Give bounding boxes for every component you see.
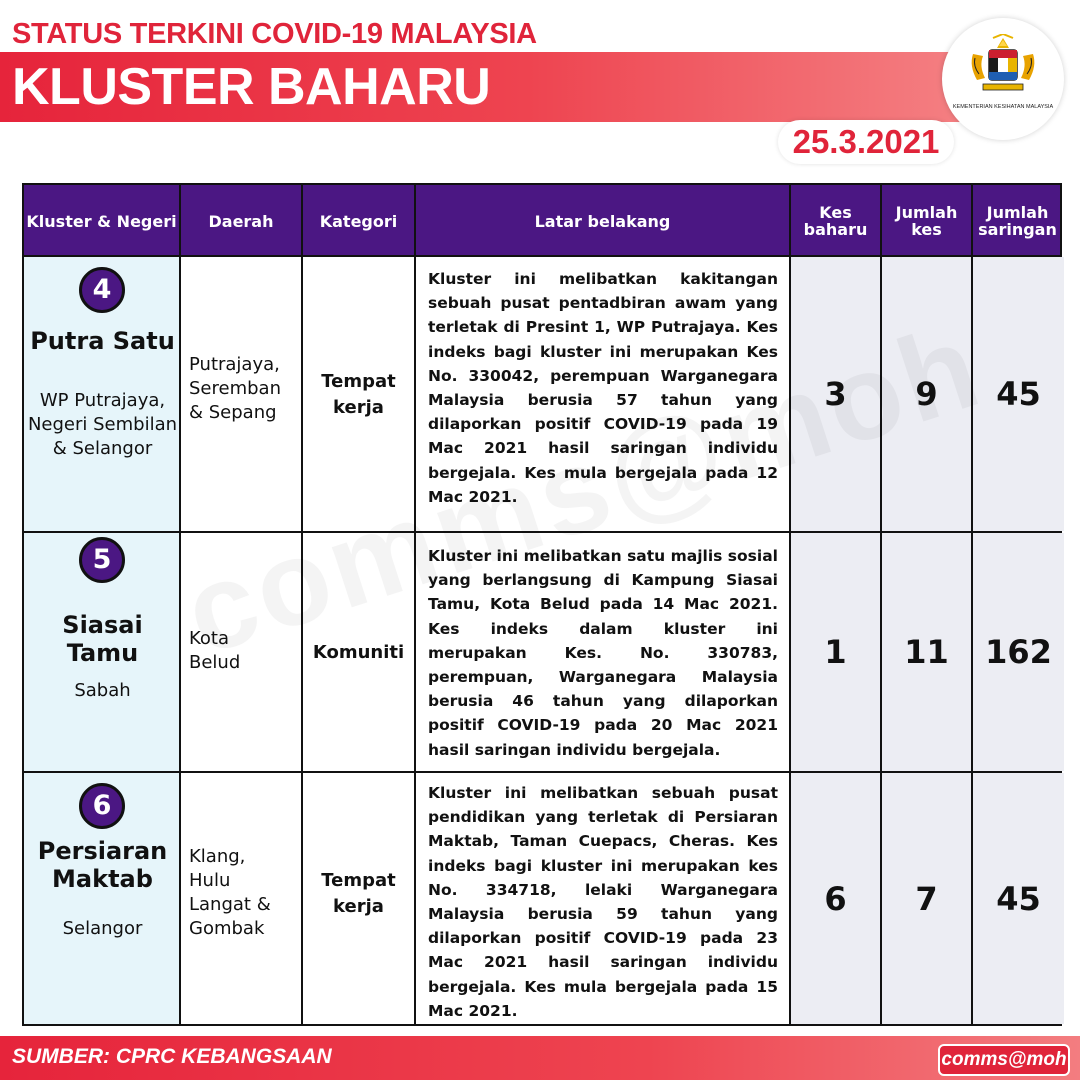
logo-caption: KEMENTERIAN KESIHATAN MALAYSIA [952, 104, 1054, 110]
column-header-daerah: Daerah [181, 185, 303, 257]
total-screening-value: 45 [973, 257, 1064, 531]
cluster-cell [24, 533, 181, 771]
cluster-state: WP Putrajaya, Negeri Sembilan & Selangor [27, 390, 178, 459]
background-text: Kluster ini melibatkan satu majlis sosial yang berlangsung di Kampung Siasai Tamu, Kota Belud pada 14 Mac 2021. Kes indeks dalam kluster ini merupakan Kes. No. 330783, perempuan, Warganegara Malaysia berusia 46 tahun yang dilaporkan positif COVID-19 pada 20 Mac 2021 hasil saringan individu bergejala. [428, 547, 778, 759]
cluster-name: Putra Satu [30, 327, 175, 355]
background-cell [416, 257, 791, 531]
column-header-kluster: Kluster & Negeri [24, 185, 181, 257]
table-row [22, 257, 1062, 533]
table-row [22, 773, 1062, 1026]
column-header-latar: Latar belakang [416, 185, 791, 257]
cluster-number-badge: 5 [79, 537, 125, 583]
table-row [22, 533, 1062, 773]
category-cell [303, 257, 416, 531]
cluster-number-badge: 6 [79, 783, 125, 829]
district-text: Kota Belud [189, 628, 241, 673]
new-cases-value: 3 [791, 257, 882, 531]
header-subtitle: STATUS TERKINI COVID-19 MALAYSIA [12, 18, 537, 50]
cluster-number-badge: 4 [79, 267, 125, 313]
column-header-jumlah-kes: Jumlah kes [882, 185, 973, 257]
coat-of-arms-icon [963, 34, 1043, 104]
cluster-name: Persiaran Maktab [37, 837, 168, 893]
cluster-cell [24, 773, 181, 1024]
column-header-jumlah-saringan: Jumlah saringan [978, 203, 1057, 239]
background-cell [416, 773, 791, 1024]
total-screening-value: 162 [973, 533, 1064, 771]
total-cases-value: 11 [882, 533, 973, 771]
cluster-table [22, 183, 1062, 1026]
district-text: Putrajaya, Seremban & Sepang [189, 354, 281, 423]
table-header [22, 183, 1062, 257]
category-cell [303, 533, 416, 771]
district-text: Klang, Hulu Langat & Gombak [189, 846, 271, 939]
category-text: Komuniti [312, 642, 405, 663]
footer-source: SUMBER: CPRC KEBANGSAAN [12, 1045, 332, 1068]
total-cases-value: 9 [882, 257, 973, 531]
cluster-name: Siasai Tamu [62, 611, 143, 667]
new-cases-value: 6 [791, 773, 882, 1024]
district-cell [181, 257, 303, 531]
background-cell [416, 533, 791, 771]
category-text: Tempat kerja [321, 371, 396, 418]
column-header-kes-baharu: Kes baharu [791, 185, 882, 257]
total-screening-value: 45 [973, 773, 1064, 1024]
date-badge: 25.3.2021 [778, 120, 954, 164]
category-cell [303, 773, 416, 1024]
district-cell [181, 773, 303, 1024]
footer-handle: comms@moh [938, 1044, 1070, 1076]
new-cases-value: 1 [791, 533, 882, 771]
ministry-logo [942, 18, 1064, 140]
district-cell [181, 533, 303, 771]
category-text: Tempat kerja [321, 870, 396, 917]
total-cases-value: 7 [882, 773, 973, 1024]
page-title: KLUSTER BAHARU [12, 58, 491, 116]
background-text: Kluster ini melibatkan sebuah pusat pendidikan yang terletak di Persiaran Maktab, Taman Cuepacs, Cheras. Kes indeks bagi kluster ini merupakan kes No. 334718, lelaki Warganegara Malaysia berusia 59 tahun yang dilaporkan positif COVID-19 pada 23 Mac 2021 hasil saringan individu bergejala. Kes mula bergejala pada 15 Mac 2021. [428, 784, 778, 1020]
column-header-kategori: Kategori [303, 185, 416, 257]
background-text: Kluster ini melibatkan kakitangan sebuah pusat pentadbiran awam yang terletak di Presint 1, WP Putrajaya. Kes indeks bagi kluster ini merupakan Kes No. 330042, perempuan Warganegara Malaysia berusia 57 tahun yang dilaporkan positif COVID-19 pada 19 Mac 2021 hasil saringan individu bergejala. Kes mula bergejala pada 12 Mac 2021. [428, 270, 778, 506]
cluster-cell [24, 257, 181, 531]
cluster-state: Selangor [62, 918, 143, 939]
cluster-state: Sabah [74, 680, 131, 701]
